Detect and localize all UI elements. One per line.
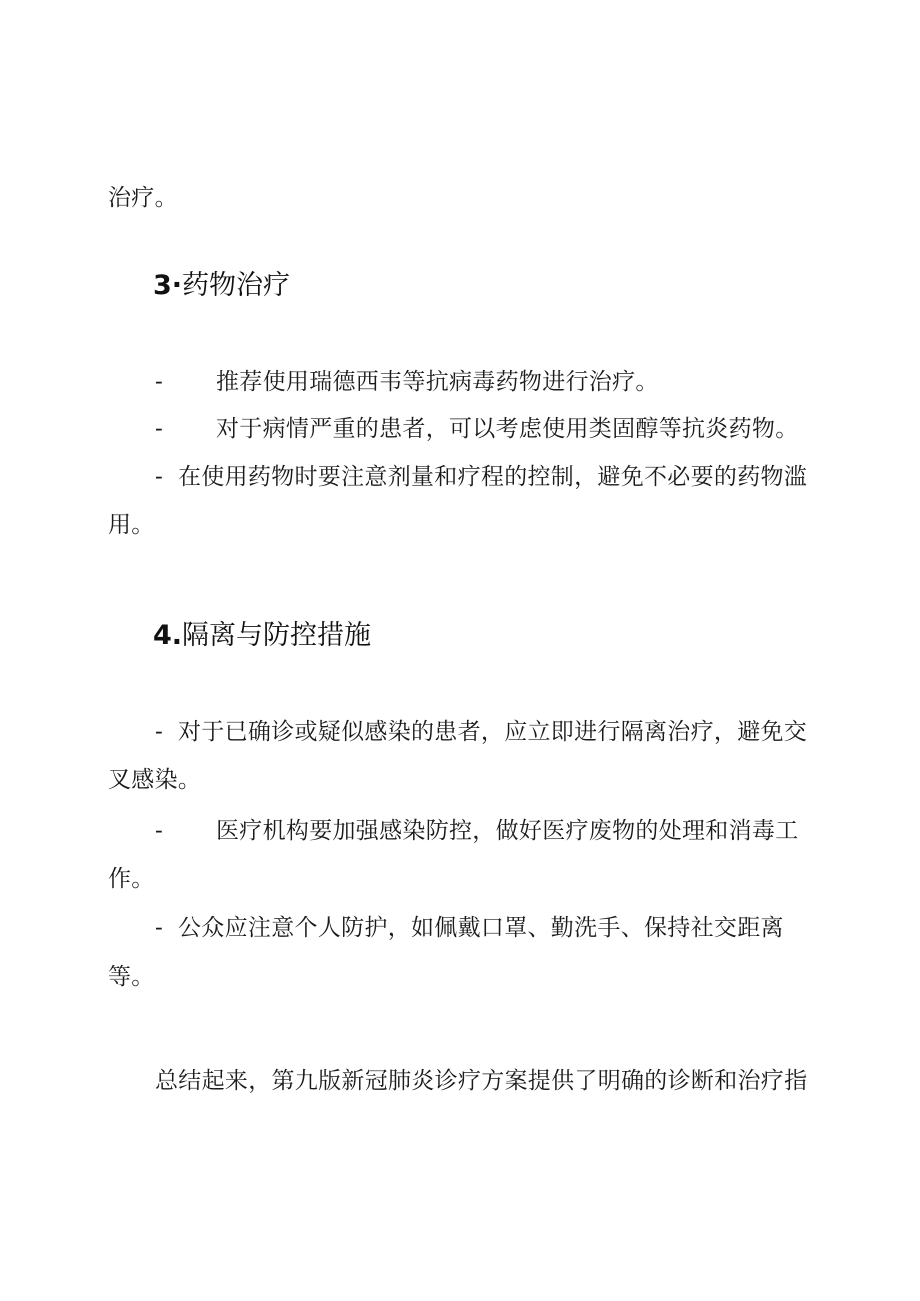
section-3-item-1	[155, 367, 163, 397]
section-3-number: 3·	[153, 270, 183, 301]
section-4-item-1-continuation: 叉感染。	[108, 767, 202, 793]
section-4-item-1-text: 对于已确诊或疑似感染的患者，应立即进行隔离治疗，避免交	[178, 719, 808, 745]
bullet-dash: -	[155, 818, 164, 844]
prev-section-tail: 治疗。	[108, 185, 178, 211]
bullet-dash: -	[155, 719, 164, 745]
bullet-dash: -	[155, 369, 164, 395]
section-4-heading	[153, 619, 371, 653]
bullet-dash: -	[155, 416, 164, 442]
section-3-heading	[153, 269, 290, 303]
section-4-item-2-continuation: 作。	[108, 866, 155, 892]
section-3-item-3-continuation: 用。	[108, 512, 155, 538]
section-3-item-2-text: 对于病情严重的患者，可以考虑使用类固醇等抗炎药物。	[216, 416, 799, 442]
section-4-item-1	[155, 717, 163, 747]
section-3-item-1-text: 推荐使用瑞德西韦等抗病毒药物进行治疗。	[216, 369, 659, 395]
bullet-dash: -	[155, 464, 164, 490]
section-3-item-2	[155, 414, 163, 444]
section-4-item-3-text: 公众应注意个人防护，如佩戴口罩、勤洗手、保持社交距离	[178, 915, 784, 941]
bullet-dash: -	[155, 915, 164, 941]
section-4-title: 隔离与防控措施	[182, 620, 372, 651]
section-4-item-2	[155, 816, 163, 846]
section-4-item-3	[155, 913, 163, 943]
section-3-item-3	[155, 462, 163, 492]
section-4-number: 4.	[153, 620, 183, 651]
section-3-item-3-text: 在使用药物时要注意剂量和疗程的控制，避免不必要的药物滥	[178, 464, 808, 490]
summary-paragraph: 总结起来，第九版新冠肺炎诊疗方案提供了明确的诊断和治疗指	[155, 1068, 808, 1094]
section-3-title: 药物治疗	[182, 270, 291, 301]
section-4-item-3-continuation: 等。	[108, 964, 155, 990]
section-4-item-2-text: 医疗机构要加强感染防控，做好医疗废物的处理和消毒工	[216, 818, 799, 844]
